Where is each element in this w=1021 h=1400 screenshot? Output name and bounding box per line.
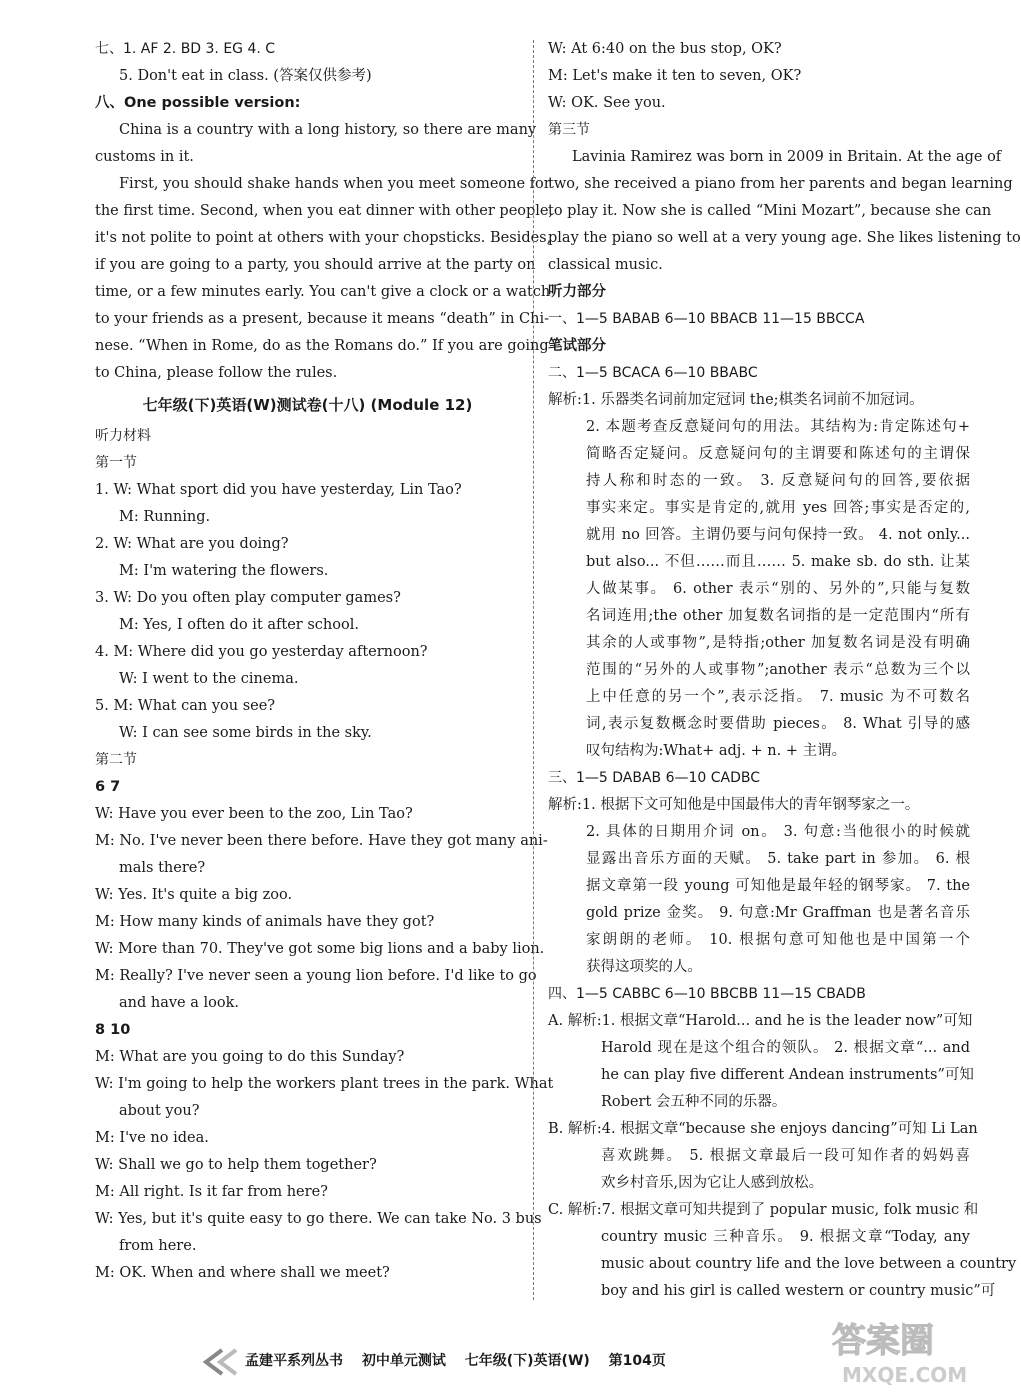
left-line: M: Running. — [119, 509, 211, 525]
footer-book: 初中单元测试 — [361, 1353, 446, 1369]
left-line: it's not polite to point at others with your chopsticks. Besides, — [95, 230, 552, 246]
left-line: to China, please follow the rules. — [95, 365, 338, 381]
left-line: time, or a few minutes early. You can't give a clock or a watch — [95, 284, 551, 300]
left-line: China is a country with a long history, so there are many — [119, 122, 537, 138]
footer-grade: 七年级(下)英语(W) — [464, 1353, 590, 1369]
right-line: 其余的人或事物”,是特指;other 加复数名词是没有明确 — [586, 635, 970, 651]
footer-series: 孟建平系列丛书 — [245, 1353, 343, 1369]
left-line: about you? — [119, 1103, 200, 1119]
left-line: customs in it. — [95, 149, 194, 165]
left-line: mals there? — [119, 860, 206, 876]
right-line: M: Let's make it ten to seven, OK? — [548, 68, 802, 84]
right-line: 2. 具体的日期用介词 on。 3. 句意:当他很小的时候就 — [586, 824, 970, 840]
watermark-logo — [812, 1308, 982, 1388]
left-line: M: No. I've never been there before. Have they got many ani- — [95, 833, 548, 849]
right-line: 欢乡村音乐,因为它让人感到放松。 — [601, 1175, 824, 1191]
left-line: 4. M: Where did you go yesterday afternoon? — [95, 644, 428, 660]
left-line: W: Yes, but it's quite easy to go there. We can take No. 3 bus — [95, 1211, 542, 1227]
right-line: 2. 本题考查反意疑问句的用法。其结构为:肯定陈述句+ — [586, 419, 970, 435]
right-line: he can play five different Andean instruments”可知 — [601, 1067, 974, 1083]
left-line: 七、1. AF 2. BD 3. EG 4. C — [95, 41, 276, 57]
right-line: W: At 6:40 on the bus stop, OK? — [548, 41, 782, 57]
right-line: 名词连用;the other 加复数名词指的是一定范围内“所有 — [586, 608, 970, 624]
right-line: 简略否定疑问。反意疑问句的主谓要和陈述句的主谓保 — [586, 446, 970, 462]
left-line: W: I can see some birds in the sky. — [119, 725, 372, 741]
footer-page-number: 第104页 — [608, 1353, 666, 1369]
right-line: 听力部分 — [548, 284, 606, 300]
left-line: 6 7 — [95, 779, 121, 795]
left-line: 8 10 — [95, 1022, 131, 1038]
right-line: country music 三种音乐。 9. 根据文章“Today, any — [601, 1229, 970, 1245]
left-line: M: I'm watering the flowers. — [119, 563, 329, 579]
right-line: 第三节 — [548, 122, 590, 138]
left-line: 2. W: What are you doing? — [95, 536, 289, 552]
right-line: W: OK. See you. — [548, 95, 666, 111]
right-column — [548, 36, 1021, 1305]
left-line: 5. Don't eat in class. (答案仅供参考) — [119, 68, 372, 84]
right-line: C. 解析:7. 根据文章可知共提到了 popular music, folk music 和 — [548, 1202, 979, 1218]
right-line: 喜欢跳舞。 5. 根据文章最后一段可知作者的妈妈喜 — [601, 1148, 970, 1164]
left-line: M: I've no idea. — [95, 1130, 209, 1146]
right-line: 二、1—5 BCACA 6—10 BBABC — [548, 365, 758, 381]
right-line: Robert 会五种不同的乐器。 — [601, 1094, 787, 1110]
right-line: 四、1—5 CABBC 6—10 BBCBB 11—15 CBADB — [548, 986, 866, 1002]
left-column — [95, 36, 554, 1287]
right-line: to play it. Now she is called “Mini Mozart”, because she can — [548, 203, 992, 219]
svg-text:答案圈: 答案圈 — [832, 1321, 934, 1361]
left-line: First, you should shake hands when you meet someone for — [119, 176, 551, 192]
right-line: 解析:1. 根据下文可知他是中国最伟大的青年钢琴家之一。 — [548, 797, 920, 813]
right-line: Harold 现在是这个组合的领队。 2. 根据文章“... and — [601, 1040, 970, 1056]
right-line: but also... 不但……而且…… 5. make sb. do sth. 让某 — [586, 554, 970, 570]
right-line: B. 解析:4. 根据文章“because she enjoys dancing”可知 Li Lan — [548, 1121, 978, 1137]
left-line: 3. W: Do you often play computer games? — [95, 590, 401, 606]
right-line: 叹句结构为:What+ adj. + n. + 主谓。 — [586, 743, 847, 759]
right-line: 笔试部分 — [548, 338, 606, 354]
right-line: 一、1—5 BABAB 6—10 BBACB 11—15 BBCCA — [548, 311, 865, 327]
right-line: 人做某事。 6. other 表示“别的、另外的”,只能与复数 — [586, 581, 970, 597]
left-line: to your friends as a present, because it means “death” in Chi- — [95, 311, 550, 327]
left-line: the first time. Second, when you eat dinner with other people, — [95, 203, 554, 219]
left-line: W: Shall we go to help them together? — [95, 1157, 377, 1173]
left-line: 七年级(下)英语(W)测试卷(十八) (Module 12) — [142, 396, 473, 414]
left-line: 5. M: What can you see? — [95, 698, 276, 714]
left-line: 第一节 — [95, 455, 137, 471]
right-line: 据文章第一段 young 可知他是最年轻的钢琴家。 7. the — [586, 878, 970, 894]
right-line: gold prize 金奖。 9. 句意:Mr Graffman 也是著名音乐 — [586, 905, 970, 921]
svg-text:MXQE.COM: MXQE.COM — [842, 1363, 968, 1387]
page-footer — [200, 1346, 805, 1376]
right-line: 三、1—5 DABAB 6—10 CADBC — [548, 770, 761, 786]
right-line: 范围的“另外的人或事物”;another 表示“总数为三个以 — [586, 662, 970, 678]
left-line: W: I went to the cinema. — [119, 671, 299, 687]
right-line: Lavinia Ramirez was born in 2009 in Britain. At the age of — [572, 149, 1002, 165]
left-line: M: Really? I've never seen a young lion before. I'd like to go — [95, 968, 537, 984]
right-line: classical music. — [548, 257, 663, 273]
left-line: 第二节 — [95, 752, 137, 768]
left-line: M: Yes, I often do it after school. — [119, 617, 359, 633]
column-divider — [533, 40, 534, 1300]
left-line: 听力材料 — [95, 428, 151, 444]
left-line: from here. — [119, 1238, 197, 1254]
right-line: 获得这项奖的人。 — [586, 959, 702, 975]
left-line: M: How many kinds of animals have they got? — [95, 914, 435, 930]
right-line: 持人称和时态的一致。 3. 反意疑问句的回答,要依据 — [586, 473, 970, 489]
right-line: A. 解析:1. 根据文章“Harold... and he is the leader now”可知 — [548, 1013, 973, 1029]
right-line: 就用 no 回答。主谓仍要与问句保持一致。 4. not only... — [586, 527, 970, 543]
left-line: 八、One possible version: — [95, 95, 301, 111]
left-line: W: Have you ever been to the zoo, Lin Tao? — [95, 806, 413, 822]
right-line: boy and his girl is called western or country music”可 — [601, 1283, 996, 1299]
right-line: play the piano so well at a very young age. She likes listening to — [548, 230, 1021, 246]
right-line: 解析:1. 乐器类名词前加定冠词 the;棋类名词前不加冠词。 — [548, 392, 924, 408]
left-line: 1. W: What sport did you have yesterday, Lin Tao? — [95, 482, 462, 498]
left-line: W: More than 70. They've got some big lions and a baby lion. — [95, 941, 545, 957]
left-line: W: I'm going to help the workers plant trees in the park. What — [95, 1076, 554, 1092]
left-line: nese. “When in Rome, do as the Romans do.” If you are going — [95, 338, 549, 354]
right-line: music about country life and the love between a country — [601, 1256, 1017, 1272]
left-line: if you are going to a party, you should arrive at the party on — [95, 257, 536, 273]
right-line: 上中任意的另一个”,表示泛指。 7. music 为不可数名 — [586, 689, 970, 705]
left-line: W: Yes. It's quite a big zoo. — [95, 887, 293, 903]
right-line: 显露出音乐方面的天赋。 5. take part in 参加。 6. 根 — [586, 851, 970, 867]
right-line: 词,表示复数概念时要借助 pieces。 8. What 引导的感 — [586, 716, 970, 732]
left-line: M: OK. When and where shall we meet? — [95, 1265, 390, 1281]
right-line: 家朗朗的老师。 10. 根据句意可知他也是中国第一个 — [586, 932, 970, 948]
left-line: M: All right. Is it far from here? — [95, 1184, 328, 1200]
left-line: M: What are you going to do this Sunday? — [95, 1049, 405, 1065]
right-line: two, she received a piano from her parents and began learning — [548, 176, 1013, 192]
left-line: and have a look. — [119, 995, 239, 1011]
right-line: 事实来定。事实是肯定的,就用 yes 回答;事实是否定的, — [586, 500, 970, 516]
